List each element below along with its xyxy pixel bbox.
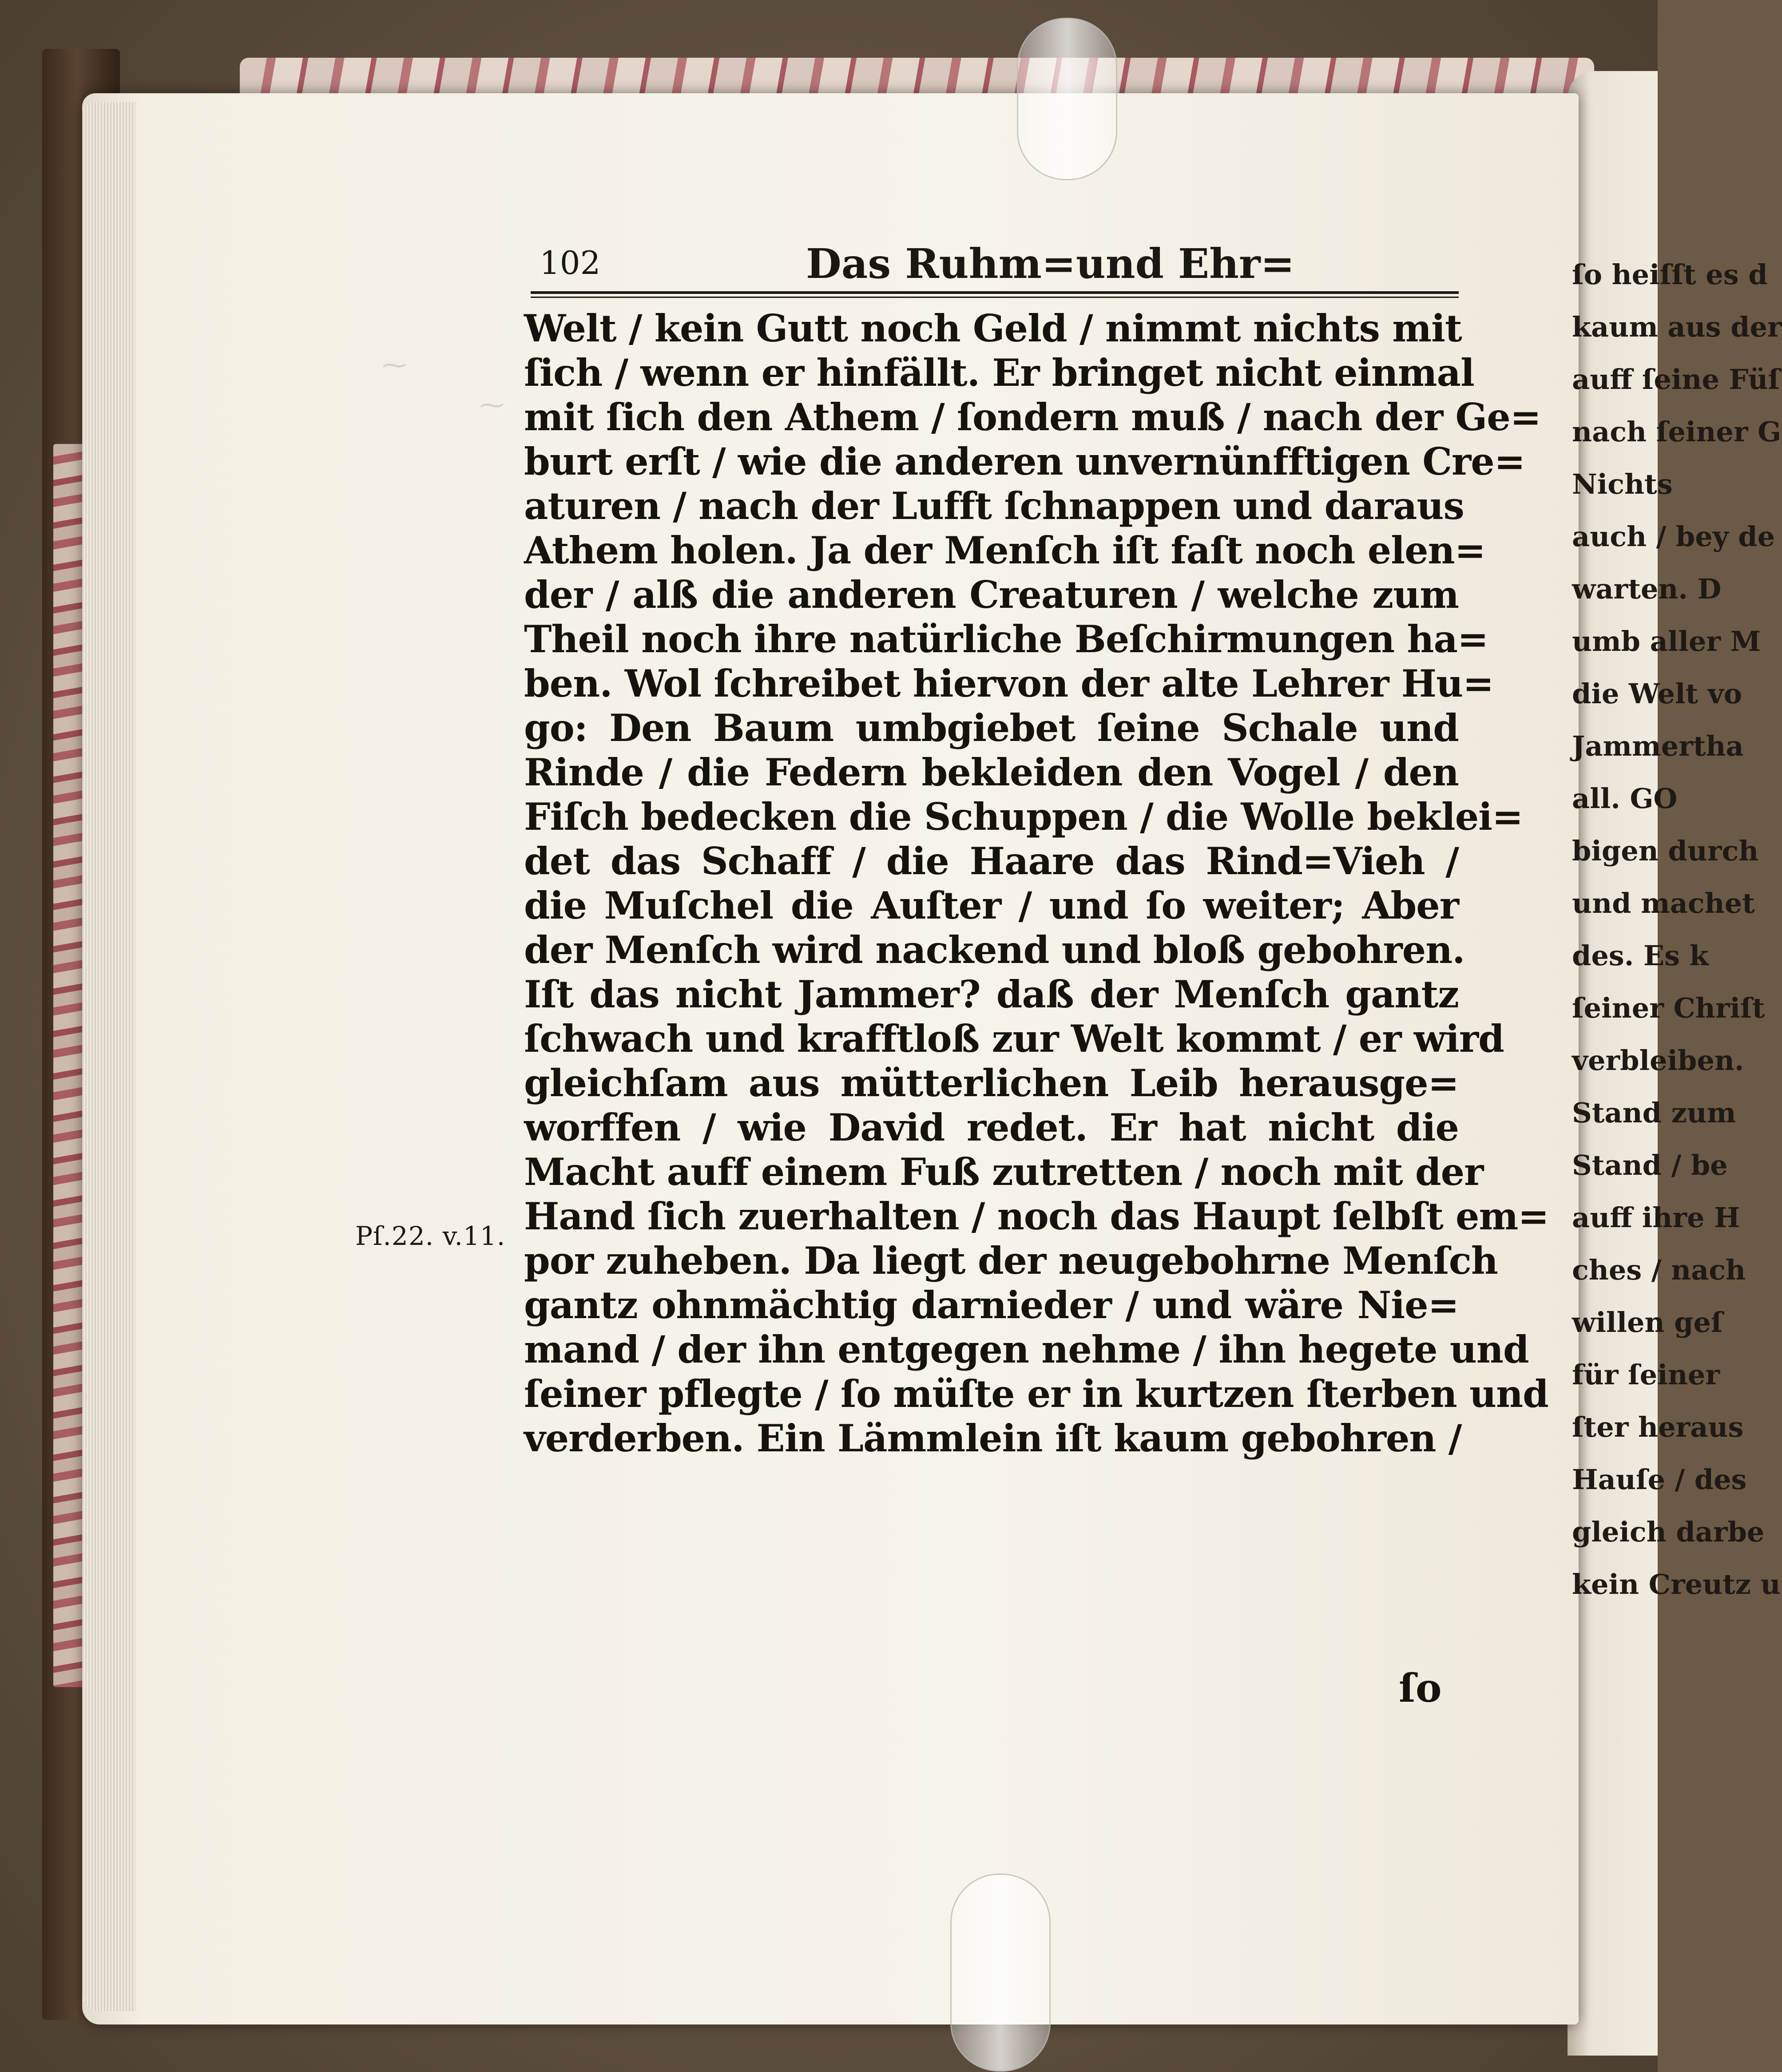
text-line: Theil noch ihre natürliche Beſchirmungen ha= [524,617,1488,661]
text-line: mand / der ihn entgegen nehme / ihn hegete und [524,1327,1529,1371]
text-line: por zuheben. Da liegt der neugebohrne Menſch [524,1239,1498,1283]
bleed-through-mark: ⁓ [480,391,504,420]
text-line: die Muſchel die Auſter / und ſo weiter; Aber [524,883,1459,927]
page-edges [82,102,135,2011]
facing-text-line: bigen durch [1572,835,1759,867]
text-line: Hand ſich zuerhalten / noch das Haupt ſelbſt em= [524,1194,1549,1238]
page-holder-clip-top [1017,18,1117,180]
facing-text-line: gleich darbe [1572,1516,1765,1548]
text-line: Rinde / die Federn bekleiden den Vogel / den [524,750,1459,794]
body-text [524,306,1549,1461]
text-line: Fiſch bedecken die Schuppen / die Wolle beklei= [524,795,1523,839]
facing-text-line: willen geſ [1572,1306,1723,1339]
text-line: aturen / nach der Lufft ſchnappen und daraus [524,484,1464,528]
facing-text-line: Stand zum [1572,1097,1736,1129]
text-line: mit ſich den Athem / ſondern muß / nach der Ge= [524,395,1541,439]
text-line: ben. Wol ſchreibet hiervon der alte Lehrer Hu= [524,662,1494,705]
text-line: go: Den Baum umbgiebet ſeine Schale und [524,706,1459,750]
facing-text-line: all. GO [1572,782,1678,815]
text-line: ſchwach und krafftloß zur Welt kommt / er wird [524,1017,1504,1061]
bleed-through-mark: ⁓ [382,351,407,380]
text-line: gleichſam aus mütterlichen Leib herausge= [524,1061,1459,1105]
facing-text-line: ſeiner Chriſt [1572,992,1765,1024]
facing-text-line: Jammertha [1572,730,1744,762]
facing-text-line: Hauſe / des [1572,1463,1747,1496]
text-line: burt erſt / wie die anderen unvernünfftigen Cre= [524,440,1525,483]
facing-text-line: umb aller M [1572,625,1761,658]
text-line: worffen / wie David redet. Er hat nicht die [524,1105,1459,1149]
facing-text-line: auff ſeine Füſ [1572,363,1780,396]
facing-text-line: warten. D [1572,573,1722,605]
text-line: Welt / kein Gutt noch Geld / nimmt nichts mit [524,306,1462,350]
facing-text-line: ſo heiſſt es d [1572,258,1768,291]
text-line: der / alß die anderen Creaturen / welche zum [524,573,1459,617]
page-number: 102 [540,244,601,281]
text-line: der Menſch wird nackend und bloß gebohren. [524,928,1465,972]
text-line: det das Schaff / die Haare das Rind=Vieh / [524,839,1459,883]
facing-page-text [1572,249,1782,1611]
text-line: ſeiner pflegte / ſo müſte er in kurtzen ſterben und [524,1372,1548,1416]
page-header [531,240,1459,289]
running-head: Das Ruhm=und Ehr= [806,240,1295,288]
header-rule [531,291,1459,294]
text-line: Iſt das nicht Jammer? daß der Menſch gantz [524,972,1459,1016]
text-line: verderben. Ein Lämmlein iſt kaum gebohren / [524,1416,1462,1460]
text-line: gantz ohnmächtig darnieder / und wäre Nie= [524,1283,1459,1327]
facing-text-line: kein Creutz u [1572,1568,1781,1601]
facing-text-line: Nichts [1572,468,1673,500]
page-holder-clip-bottom [950,1874,1051,2072]
facing-text-line: auch / bey de [1572,520,1775,553]
text-line: Macht auff einem Fuß zutretten / noch mit der [524,1150,1484,1194]
facing-text-line: auff ihre H [1572,1201,1740,1234]
facing-text-line: verbleiben. [1572,1044,1744,1077]
facing-text-line: des. Es k [1572,939,1709,972]
header-rule-thin [531,297,1459,298]
facing-text-line: für ſeiner [1572,1359,1720,1391]
facing-text-line: nach ſeiner G [1572,416,1782,448]
text-line: ſich / wenn er hinfällt. Er bringet nicht einmal [524,351,1474,395]
margin-note: Pſ.22. v.11. [355,1221,506,1251]
facing-text-line: die Welt vo [1572,677,1742,710]
facing-text-line: ſter heraus [1572,1411,1744,1443]
facing-text-line: ches / nach [1572,1254,1746,1286]
facing-text-line: Stand / be [1572,1149,1728,1181]
text-line: Athem holen. Ja der Menſch iſt faſt noch elen= [524,528,1485,572]
facing-text-line: kaum aus der [1572,311,1782,343]
catchword: ſo [1399,1665,1442,1711]
facing-text-line: und machet [1572,887,1755,919]
